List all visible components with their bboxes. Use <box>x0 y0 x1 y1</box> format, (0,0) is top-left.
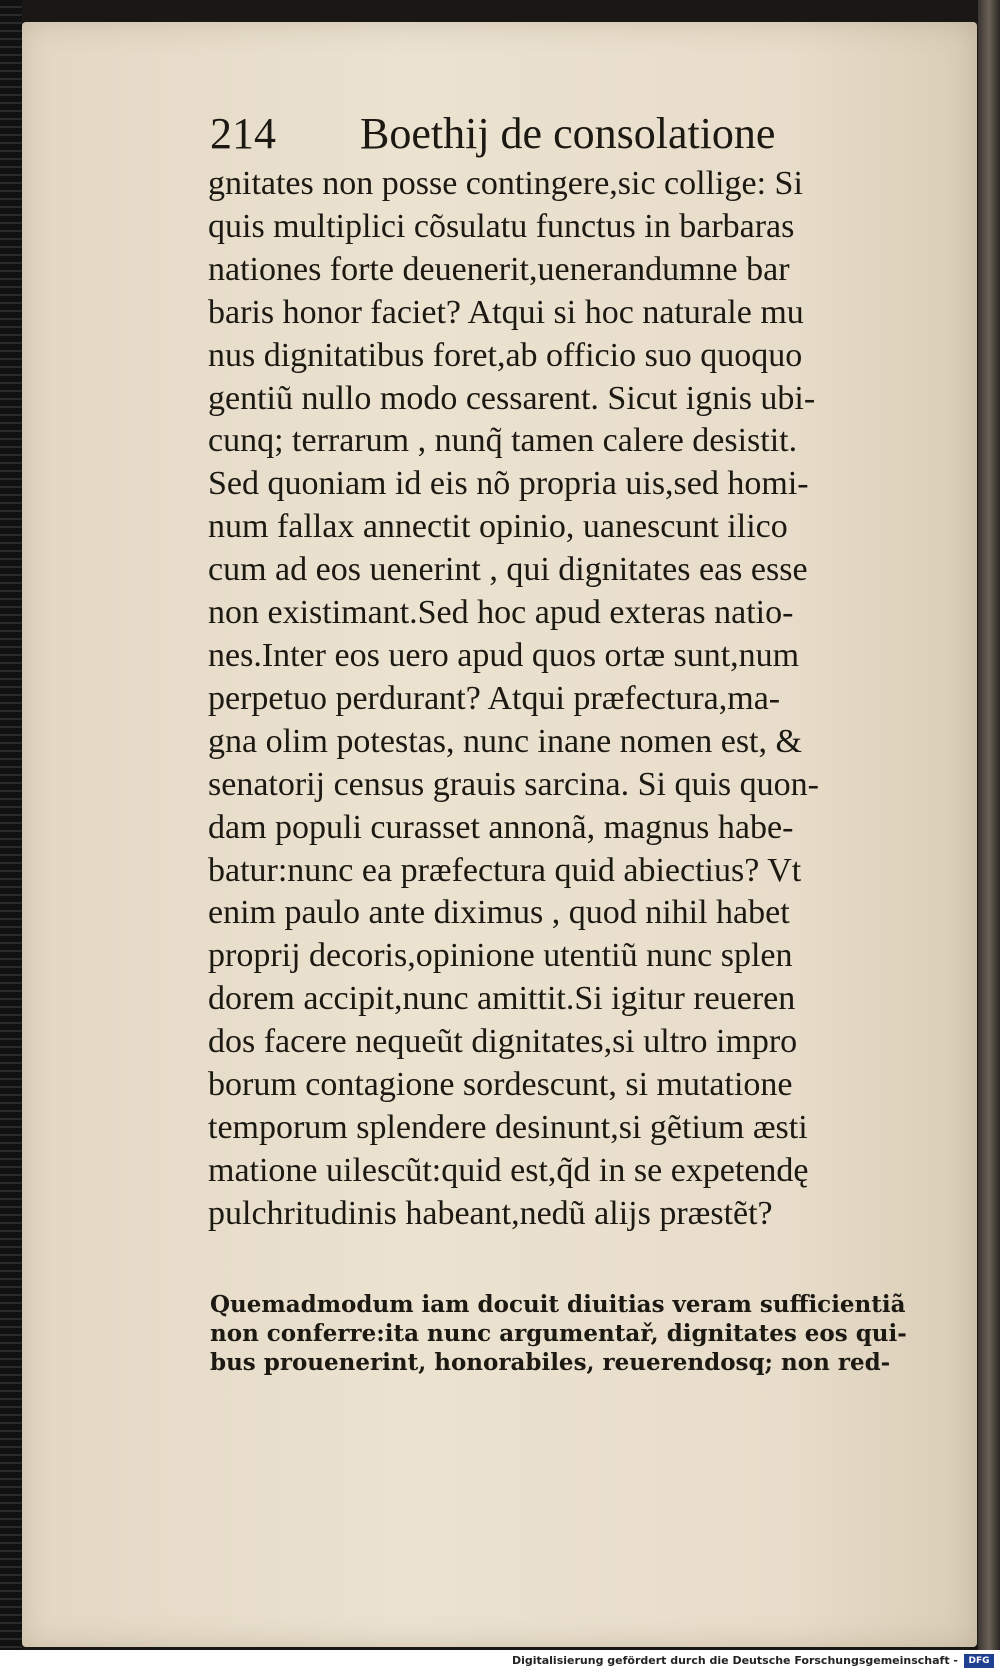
page-edge <box>978 0 1000 1650</box>
text-line: Sed quoniam id eis nõ propria uis,sed homi- <box>208 465 809 503</box>
text-line: gentiũ nullo modo cessarent. Sicut ignis ubi- <box>208 379 816 417</box>
text-line: non existimant.Sed hoc apud exteras natio- <box>208 594 794 632</box>
binding-gutter <box>0 0 22 1650</box>
text-line: nus dignitatibus foret,ab officio suo quoquo <box>208 336 803 374</box>
text-line: cum ad eos uenerint , qui dignitates eas esse <box>208 551 808 589</box>
text-line: cunq; terrarum , nunq̃ tamen calere desistit. <box>208 422 798 460</box>
commentary-line: Quemadmodum iam docuit diuitias veram sufficientiã <box>210 1291 906 1318</box>
commentary-block <box>210 1290 920 1377</box>
text-line: proprij decoris,opinione utentiũ nunc splen <box>208 937 793 975</box>
text-line: baris honor faciet? Atqui si hoc naturale mu <box>208 293 804 331</box>
text-line: gnitates non posse contingere,sic collige: Si <box>208 165 803 202</box>
text-line: quis multiplici cõsulatu functus in barbaras <box>208 207 795 245</box>
text-line: matione uilescũt:quid est,q̃d in se expetendę <box>208 1151 809 1189</box>
text-line: borum contagione sordescunt, si mutatione <box>208 1066 793 1104</box>
digitization-footer <box>0 1650 1000 1673</box>
text-line: enim paulo ante diximus , quod nihil habet <box>208 894 790 932</box>
funding-credit: Digitalisierung gefördert durch die Deutsche Forschungsgemeinschaft - <box>511 1654 958 1667</box>
commentary-line: non conferre:ita nunc argumentař, dignitates eos qui- <box>210 1320 907 1347</box>
text-line: nationes forte deuenerit,uenerandumne bar <box>208 250 790 288</box>
text-line: temporum splendere desinunt,si gẽtium æsti <box>208 1108 808 1146</box>
text-line: num fallax annectit opinio, uanescunt ilico <box>208 508 788 546</box>
text-line: dorem accipit,nunc amittit.Si igitur reueren <box>208 980 796 1018</box>
running-title: Boethij de consolatione <box>360 109 776 158</box>
text-line: nes.Inter eos uero apud quos ortæ sunt,num <box>208 636 800 674</box>
main-text-block <box>208 163 918 1236</box>
text-line: dam populi curasset annonã, magnus habe- <box>208 808 794 846</box>
dfg-logo: DFG <box>964 1654 994 1668</box>
commentary-line: bus prouenerint, honorabiles, reuerendosq; non red- <box>210 1349 891 1376</box>
text-line: gna olim potestas, nunc inane nomen est, & <box>208 722 802 760</box>
text-line: perpetuo perdurant? Atqui præfectura,ma- <box>208 679 781 717</box>
page-number: 214 <box>210 109 276 158</box>
text-line: dos facere nequeũt dignitates,si ultro impro <box>208 1023 798 1061</box>
text-line: senatorij census grauis sarcina. Si quis quon- <box>208 765 819 803</box>
text-line: pulchritudinis habeant,nedũ alijs præstẽt? <box>208 1194 773 1232</box>
text-line: batur:nunc ea præfectura quid abiectius? Vt <box>208 851 802 889</box>
